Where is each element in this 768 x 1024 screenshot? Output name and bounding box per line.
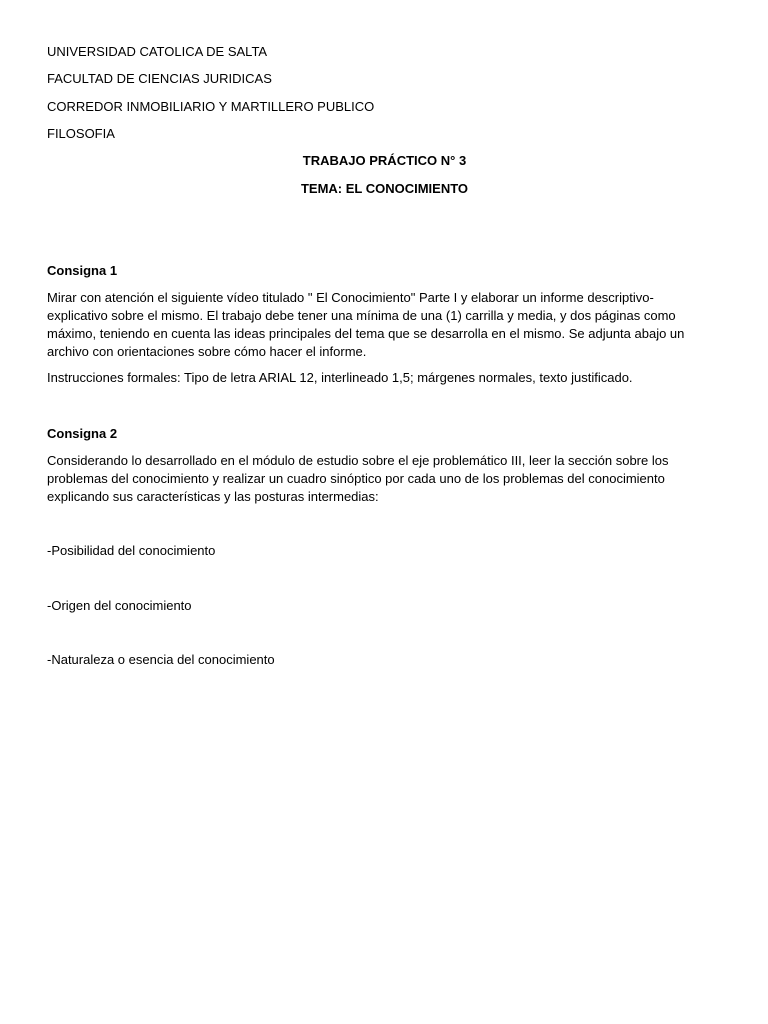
consigna-2-body: Considerando lo desarrollado en el módulo de estudio sobre el eje problemático III, leer la sección sobre los problemas del conocimiento y realizar un cuadro sinóptico por cada uno de los problemas del conocimiento explicando sus características y las posturas intermedias: [47, 453, 669, 504]
university-name: UNIVERSIDAD CATOLICA DE SALTA [47, 44, 268, 59]
list-item-origen: -Origen del conocimiento [47, 598, 192, 613]
topic-title: TEMA: EL CONOCIMIENTO [300, 181, 469, 196]
assignment-title: TRABAJO PRÁCTICO N° 3 [302, 153, 467, 168]
consigna-1-instructions: Instrucciones formales: Tipo de letra ARIAL 12, interlineado 1,5; márgenes normales, texto justificado. [47, 370, 633, 385]
consigna-2-title: Consigna 2 [47, 426, 118, 441]
list-item-posibilidad: -Posibilidad del conocimiento [47, 543, 216, 558]
career-name: CORREDOR INMOBILIARIO Y MARTILLERO PUBLICO [47, 99, 375, 114]
list-item-naturaleza: -Naturaleza o esencia del conocimiento [47, 652, 275, 667]
subject-name: FILOSOFIA [47, 126, 115, 141]
faculty-name: FACULTAD DE CIENCIAS JURIDICAS [47, 71, 272, 86]
consigna-1-body: Mirar con atención el siguiente vídeo titulado " El Conocimiento" Parte I y elaborar un informe descriptivo-explicativo sobre el mismo. El trabajo debe tener una mínima de una (1) carrilla y media, y dos páginas como máximo, teniendo en cuenta las ideas principales del tema que se desarrolla en el mismo. Se adjunta abajo un archivo con orientaciones sobre cómo hacer el informe. [47, 290, 685, 359]
consigna-1-title: Consigna 1 [47, 263, 118, 278]
